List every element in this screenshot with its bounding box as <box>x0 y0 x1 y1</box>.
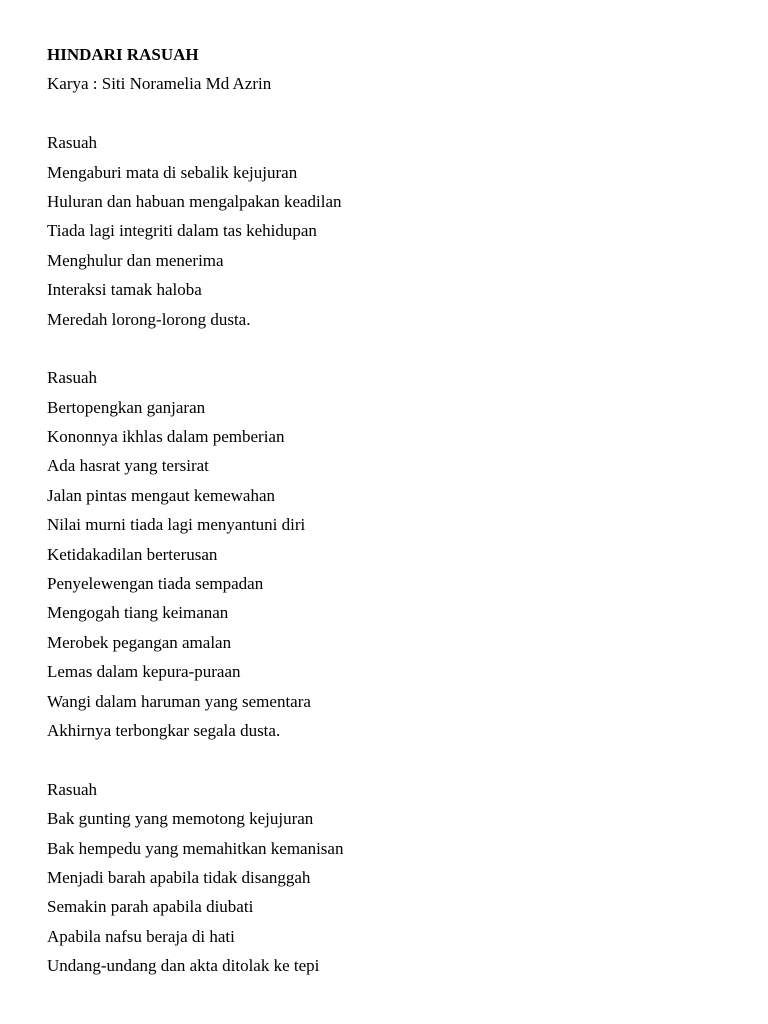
stanza-line: Huluran dan habuan mengalpakan keadilan <box>47 191 342 211</box>
stanza-line: Bertopengkan ganjaran <box>47 397 206 417</box>
stanza-2 <box>47 363 727 745</box>
stanza-line: Nilai murni tiada lagi menyantuni diri <box>47 515 306 535</box>
stanza-line: Interaksi tamak haloba <box>47 280 202 300</box>
stanza-3 <box>47 775 727 981</box>
stanza-line: Kononnya ikhlas dalam pemberian <box>47 427 285 447</box>
stanza-line: Apabila nafsu beraja di hati <box>47 926 235 946</box>
stanza-line: Ketidakadilan berterusan <box>47 544 218 564</box>
stanza-line: Meredah lorong-lorong dusta. <box>47 309 251 329</box>
stanza-line: Jalan pintas mengaut kemewahan <box>47 485 276 505</box>
stanza-line: Mengaburi mata di sebalik kejujuran <box>47 162 298 182</box>
stanza-line: Bak hempedu yang memahitkan kemanisan <box>47 838 344 858</box>
stanza-line: Ada hasrat yang tersirat <box>47 456 209 476</box>
stanza-gap <box>47 334 727 363</box>
stanza-line: Merobek pegangan amalan <box>47 632 232 652</box>
stanza-line: Rasuah <box>47 368 98 388</box>
stanza-line: Rasuah <box>47 779 98 799</box>
poem-page <box>47 40 727 981</box>
stanza-gap <box>47 745 727 774</box>
stanza-line: Tiada lagi integriti dalam tas kehidupan <box>47 221 317 241</box>
stanza-line: Undang-undang dan akta ditolak ke tepi <box>47 956 320 976</box>
stanza-line: Akhirnya terbongkar segala dusta. <box>47 720 281 740</box>
stanza-gap <box>47 99 727 128</box>
stanza-line: Menghulur dan menerima <box>47 250 224 270</box>
stanza-line: Bak gunting yang memotong kejujuran <box>47 809 314 829</box>
stanza-line: Lemas dalam kepura-puraan <box>47 662 241 682</box>
stanza-line: Wangi dalam haruman yang sementara <box>47 691 311 711</box>
stanza-line: Semakin parah apabila diubati <box>47 897 254 917</box>
stanza-line: Rasuah <box>47 133 98 153</box>
stanza-line: Menjadi barah apabila tidak disanggah <box>47 867 311 887</box>
poem-title: HINDARI RASUAH <box>47 45 199 64</box>
stanza-line: Penyelewengan tiada sempadan <box>47 574 264 594</box>
author-line: Karya : Siti Noramelia Md Azrin <box>47 74 272 94</box>
stanza-line: Mengogah tiang keimanan <box>47 603 229 623</box>
stanza-1 <box>47 128 727 334</box>
